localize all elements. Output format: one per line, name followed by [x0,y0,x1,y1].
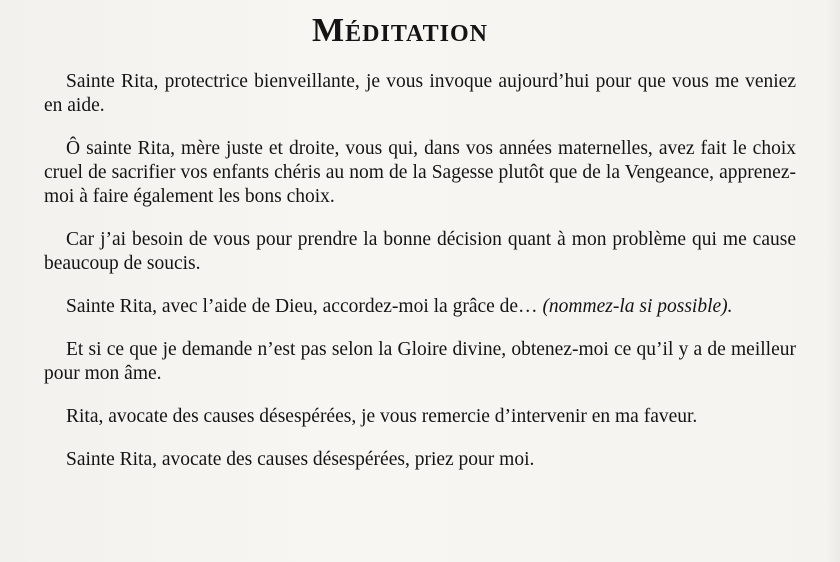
paragraph-italic-note: (nommez-la si possible). [542,296,733,317]
paragraph-6 [44,405,796,429]
paragraph-text: Sainte Rita, avec l’aide de Dieu, accordez-moi la grâce de… [66,296,543,317]
page-edge-shadow [826,0,840,562]
paragraph-text: Ô sainte Rita, mère juste et droite, vous qui, dans vos années maternelles, avez fait le choix cruel de sacrifier vos enfants chéris au nom de la Sagesse plutôt que de la Vengeance, apprenez-moi à faire également les bons choix. [44,138,796,207]
paragraph-5 [44,338,796,386]
paragraph-text: Rita, avocate des causes désespérées, je vous remercie d’intervenir en ma faveur. [66,406,698,427]
paragraph-text: Sainte Rita, avocate des causes désespérées, priez pour moi. [66,449,535,470]
paragraph-2 [44,137,796,209]
paragraph-7 [44,448,796,472]
paragraph-3 [44,228,796,276]
paragraph-text: Sainte Rita, protectrice bienveillante, je vous invoque aujourd’hui pour que vous me veniez en aide. [44,71,796,116]
paragraph-text: Car j’ai besoin de vous pour prendre la bonne décision quant à mon problème qui me cause beaucoup de soucis. [44,229,796,274]
prayer-body [44,70,796,491]
page-title: Méditation [312,12,488,49]
paragraph-1 [44,70,796,118]
paragraph-4 [44,295,796,319]
paragraph-text: Et si ce que je demande n’est pas selon la Gloire divine, obtenez-moi ce qu’il y a de meilleur pour mon âme. [44,339,796,384]
